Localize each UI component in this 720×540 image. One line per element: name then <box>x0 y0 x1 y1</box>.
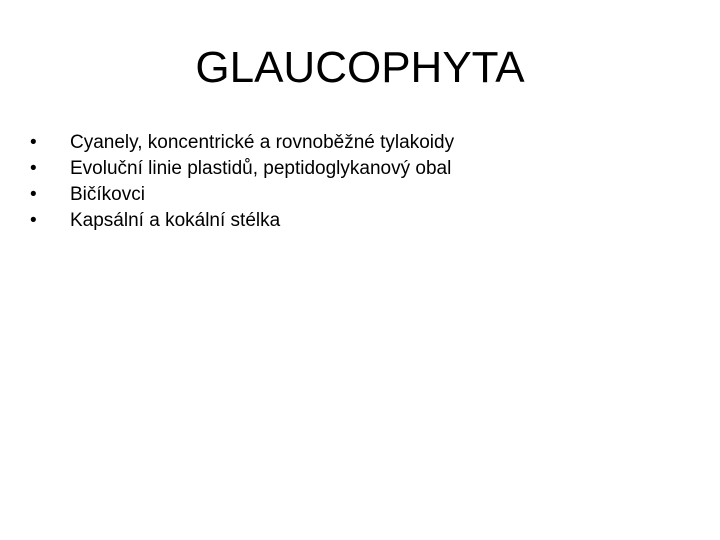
bullet-text: Kapsální a kokální stélka <box>70 210 281 231</box>
slide-title: GLAUCOPHYTA <box>195 43 525 92</box>
bullet-icon: • <box>30 210 37 231</box>
list-item <box>30 208 454 234</box>
bullet-list <box>30 130 454 234</box>
list-item <box>30 156 454 182</box>
list-item <box>30 130 454 156</box>
bullet-icon: • <box>30 132 37 153</box>
bullet-icon: • <box>30 158 37 179</box>
bullet-text: Cyanely, koncentrické a rovnoběžné tylakoidy <box>70 132 455 153</box>
list-item <box>30 182 454 208</box>
bullet-icon: • <box>30 184 37 205</box>
bullet-text: Evoluční linie plastidů, peptidoglykanový obal <box>70 158 452 179</box>
bullet-text: Bičíkovci <box>70 184 145 205</box>
